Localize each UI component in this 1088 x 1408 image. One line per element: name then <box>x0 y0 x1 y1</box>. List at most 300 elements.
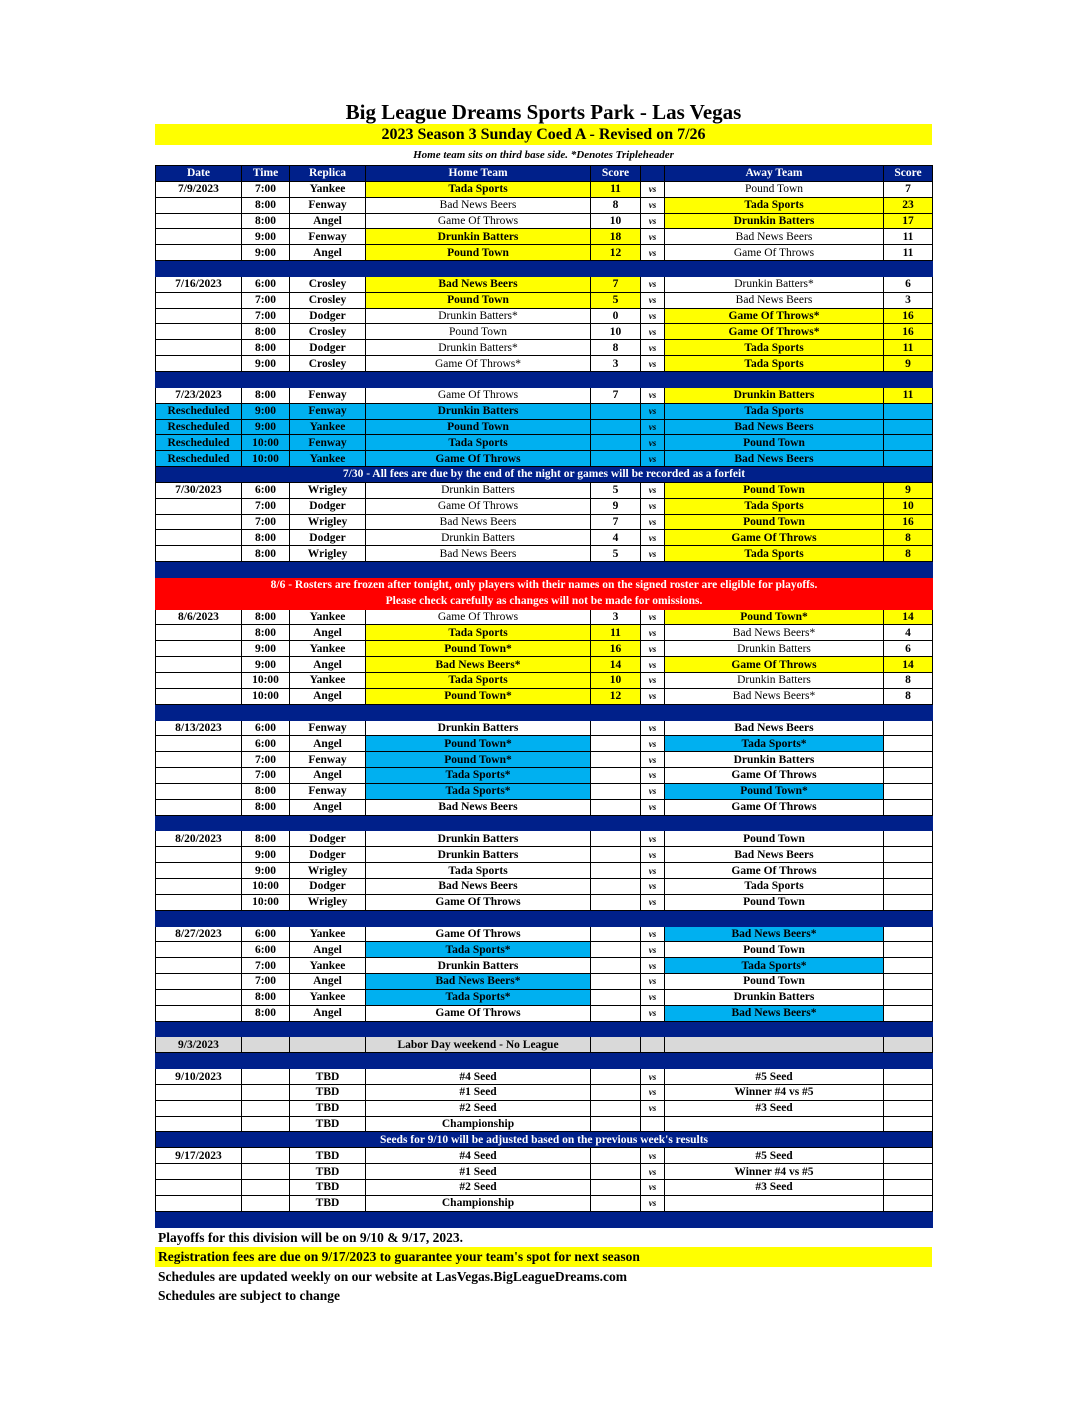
away-score-cell: 7 <box>884 181 933 197</box>
away-score-cell <box>884 799 933 815</box>
home-score-cell: 3 <box>591 609 641 625</box>
footer-notes <box>155 1228 932 1306</box>
replica-cell: Angel <box>290 245 366 261</box>
notice-row <box>156 467 933 483</box>
time-cell: 8:00 <box>242 546 290 562</box>
home-score-cell <box>591 768 641 784</box>
time-cell: 8:00 <box>242 609 290 625</box>
date-cell <box>156 989 242 1005</box>
divider-cell <box>366 910 591 926</box>
divider-cell <box>884 910 933 926</box>
replica-cell: TBD <box>290 1100 366 1116</box>
divider-row <box>156 261 933 277</box>
home-score-cell <box>591 863 641 879</box>
divider-cell <box>290 261 366 277</box>
replica-cell: Crosley <box>290 292 366 308</box>
replica-cell <box>290 1037 366 1053</box>
date-cell <box>156 878 242 894</box>
home-score-cell: 0 <box>591 308 641 324</box>
time-cell: 9:00 <box>242 657 290 673</box>
header-cell: Score <box>591 166 641 182</box>
away-score-cell: 11 <box>884 245 933 261</box>
time-cell: 7:00 <box>242 752 290 768</box>
game-row <box>156 340 933 356</box>
page-title: Big League Dreams Sports Park - Las Vegas <box>345 100 742 124</box>
game-row <box>156 989 933 1005</box>
divider-cell <box>242 704 290 720</box>
replica-cell: Fenway <box>290 783 366 799</box>
vs-cell: vs <box>641 783 665 799</box>
home-score-cell: 18 <box>591 229 641 245</box>
home-team-cell: Tada Sports* <box>366 942 591 958</box>
home-team-cell: Drunkin Batters* <box>366 340 591 356</box>
date-cell: Rescheduled <box>156 451 242 467</box>
date-cell <box>156 847 242 863</box>
divider-cell <box>665 910 884 926</box>
time-cell: 8:00 <box>242 324 290 340</box>
home-score-cell: 14 <box>591 657 641 673</box>
alert-text: 8/6 - Rosters are frozen after tonight, only players with their names on the signed roster are eligible for playoffs. <box>156 577 933 593</box>
game-row <box>156 1100 933 1116</box>
away-score-cell <box>884 942 933 958</box>
game-row <box>156 1148 933 1164</box>
vs-cell: vs <box>641 926 665 942</box>
home-score-cell: 11 <box>591 181 641 197</box>
home-team-cell: Tada Sports <box>366 863 591 879</box>
date-cell: Rescheduled <box>156 435 242 451</box>
home-score-cell <box>591 894 641 910</box>
date-cell <box>156 752 242 768</box>
vs-cell: vs <box>641 245 665 261</box>
divider-cell <box>884 371 933 387</box>
away-team-cell: Drunkin Batters <box>665 213 884 229</box>
date-cell <box>156 942 242 958</box>
divider-cell <box>290 1211 366 1227</box>
date-cell <box>156 863 242 879</box>
away-team-cell: Bad News Beers <box>665 720 884 736</box>
divider-cell <box>665 261 884 277</box>
vs-cell: vs <box>641 276 665 292</box>
divider-cell <box>641 562 665 578</box>
date-cell: 8/20/2023 <box>156 831 242 847</box>
rescheduled-row <box>156 451 933 467</box>
date-cell <box>156 1164 242 1180</box>
replica-cell: Dodger <box>290 831 366 847</box>
vs-cell: vs <box>641 340 665 356</box>
away-score-cell <box>884 831 933 847</box>
vs-cell <box>641 1116 665 1132</box>
vs-cell: vs <box>641 435 665 451</box>
away-score-cell: 3 <box>884 292 933 308</box>
time-cell: 6:00 <box>242 736 290 752</box>
away-team-cell: Tada Sports <box>665 403 884 419</box>
divider-cell <box>591 1053 641 1069</box>
time-cell <box>242 1084 290 1100</box>
date-cell <box>156 530 242 546</box>
replica-cell: Angel <box>290 688 366 704</box>
home-score-cell: 4 <box>591 530 641 546</box>
date-cell: 7/30/2023 <box>156 482 242 498</box>
divider-cell <box>290 562 366 578</box>
home-score-cell <box>591 878 641 894</box>
time-cell: 10:00 <box>242 673 290 689</box>
vs-cell: vs <box>641 720 665 736</box>
home-team-cell: Tada Sports* <box>366 783 591 799</box>
time-cell: 8:00 <box>242 831 290 847</box>
vs-cell: vs <box>641 229 665 245</box>
divider-cell <box>591 910 641 926</box>
away-team-cell: Tada Sports <box>665 197 884 213</box>
vs-cell: vs <box>641 403 665 419</box>
header-cell: Home Team <box>366 166 591 182</box>
date-cell <box>156 514 242 530</box>
game-row <box>156 546 933 562</box>
date-cell <box>156 974 242 990</box>
home-score-cell <box>591 720 641 736</box>
vs-cell: vs <box>641 356 665 372</box>
away-team-cell: Pound Town <box>665 942 884 958</box>
away-team-cell: Winner #4 vs #5 <box>665 1164 884 1180</box>
divider-cell <box>641 1021 665 1037</box>
time-cell <box>242 1037 290 1053</box>
vs-cell: vs <box>641 1180 665 1196</box>
date-cell: 8/13/2023 <box>156 720 242 736</box>
game-row <box>156 831 933 847</box>
away-team-cell: Drunkin Batters* <box>665 276 884 292</box>
replica-cell: Dodger <box>290 340 366 356</box>
divider-cell <box>641 815 665 831</box>
home-score-cell: 3 <box>591 356 641 372</box>
header-cell: Away Team <box>665 166 884 182</box>
away-team-cell: Drunkin Batters <box>665 989 884 1005</box>
home-score-cell: 10 <box>591 213 641 229</box>
divider-cell <box>665 1211 884 1227</box>
divider-cell <box>366 1021 591 1037</box>
away-score-cell: 9 <box>884 356 933 372</box>
header-cell <box>641 166 665 182</box>
time-cell: 7:00 <box>242 181 290 197</box>
away-team-cell: Tada Sports <box>665 340 884 356</box>
away-team-cell: Bad News Beers <box>665 229 884 245</box>
game-row <box>156 768 933 784</box>
game-row <box>156 863 933 879</box>
date-cell <box>156 688 242 704</box>
replica-cell: Angel <box>290 736 366 752</box>
game-row <box>156 292 933 308</box>
divider-cell <box>884 562 933 578</box>
time-cell <box>242 1164 290 1180</box>
divider-cell <box>641 261 665 277</box>
vs-cell: vs <box>641 974 665 990</box>
time-cell: 8:00 <box>242 213 290 229</box>
away-team-cell <box>665 1195 884 1211</box>
game-row <box>156 1180 933 1196</box>
vs-cell: vs <box>641 213 665 229</box>
alert-text: Please check carefully as changes will not be made for omissions. <box>156 593 933 609</box>
game-row <box>156 894 933 910</box>
time-cell <box>242 1116 290 1132</box>
away-team-cell: #3 Seed <box>665 1180 884 1196</box>
vs-cell: vs <box>641 1195 665 1211</box>
time-cell: 7:00 <box>242 498 290 514</box>
away-team-cell: Pound Town* <box>665 783 884 799</box>
game-row <box>156 974 933 990</box>
date-cell <box>156 1100 242 1116</box>
game-row <box>156 609 933 625</box>
away-team-cell: Bad News Beers <box>665 292 884 308</box>
time-cell: 7:00 <box>242 514 290 530</box>
date-cell <box>156 498 242 514</box>
game-row <box>156 356 933 372</box>
divider-cell <box>366 1053 591 1069</box>
divider-cell <box>366 704 591 720</box>
away-team-cell: Bad News Beers* <box>665 926 884 942</box>
replica-cell: Fenway <box>290 720 366 736</box>
vs-cell: vs <box>641 657 665 673</box>
header-row <box>156 166 933 182</box>
divider-cell <box>591 371 641 387</box>
replica-cell: Yankee <box>290 181 366 197</box>
away-score-cell: 11 <box>884 229 933 245</box>
date-cell: 8/27/2023 <box>156 926 242 942</box>
divider-cell <box>591 562 641 578</box>
time-cell: 10:00 <box>242 451 290 467</box>
home-score-cell <box>591 1100 641 1116</box>
divider-cell <box>156 1053 242 1069</box>
time-cell: 9:00 <box>242 403 290 419</box>
away-score-cell: 9 <box>884 482 933 498</box>
time-cell <box>242 1148 290 1164</box>
vs-cell: vs <box>641 894 665 910</box>
home-score-cell: 5 <box>591 292 641 308</box>
home-score-cell <box>591 419 641 435</box>
date-cell <box>156 641 242 657</box>
away-score-cell <box>884 403 933 419</box>
vs-cell: vs <box>641 498 665 514</box>
game-row <box>156 181 933 197</box>
alert-row <box>156 577 933 593</box>
score-cell <box>884 1037 933 1053</box>
divider-cell <box>242 1211 290 1227</box>
divider-cell <box>290 704 366 720</box>
away-score-cell <box>884 958 933 974</box>
home-team-cell: Game Of Throws <box>366 451 591 467</box>
away-team-cell: Tada Sports <box>665 546 884 562</box>
date-cell <box>156 736 242 752</box>
home-score-cell <box>591 989 641 1005</box>
date-cell <box>156 625 242 641</box>
home-team-cell: Tada Sports <box>366 673 591 689</box>
vs-cell: vs <box>641 863 665 879</box>
game-row <box>156 308 933 324</box>
time-cell: 7:00 <box>242 292 290 308</box>
date-cell <box>156 799 242 815</box>
time-cell: 10:00 <box>242 435 290 451</box>
home-score-cell: 12 <box>591 245 641 261</box>
date-cell <box>156 1180 242 1196</box>
divider-cell <box>156 1211 242 1227</box>
date-cell <box>156 213 242 229</box>
away-score-cell: 6 <box>884 276 933 292</box>
vs-cell: vs <box>641 451 665 467</box>
home-team-cell: Pound Town* <box>366 641 591 657</box>
time-cell: 7:00 <box>242 308 290 324</box>
away-team-cell <box>665 1116 884 1132</box>
date-cell: 9/17/2023 <box>156 1148 242 1164</box>
away-team-cell: Drunkin Batters <box>665 752 884 768</box>
home-team-cell: #2 Seed <box>366 1180 591 1196</box>
replica-cell: Fenway <box>290 229 366 245</box>
home-team-cell: Game Of Throws* <box>366 356 591 372</box>
replica-cell: TBD <box>290 1195 366 1211</box>
game-row <box>156 213 933 229</box>
away-team-cell: #5 Seed <box>665 1148 884 1164</box>
time-cell: 6:00 <box>242 942 290 958</box>
game-row <box>156 276 933 292</box>
divider-row <box>156 562 933 578</box>
away-team-cell: Pound Town <box>665 181 884 197</box>
time-cell: 10:00 <box>242 688 290 704</box>
game-row <box>156 387 933 403</box>
away-score-cell <box>884 894 933 910</box>
time-cell: 6:00 <box>242 276 290 292</box>
page-subtitle: 2023 Season 3 Sunday Coed A - Revised on 7/26 <box>155 124 932 145</box>
schedule-table <box>155 165 933 1228</box>
replica-cell: Wrigley <box>290 482 366 498</box>
home-team-cell: Pound Town <box>366 292 591 308</box>
away-score-cell <box>884 863 933 879</box>
away-score-cell: 11 <box>884 387 933 403</box>
replica-cell: Yankee <box>290 609 366 625</box>
away-team-cell: Tada Sports* <box>665 958 884 974</box>
time-cell: 8:00 <box>242 783 290 799</box>
home-score-cell <box>591 847 641 863</box>
home-team-cell: Game Of Throws <box>366 498 591 514</box>
divider-row <box>156 910 933 926</box>
game-row <box>156 482 933 498</box>
away-score-cell <box>884 926 933 942</box>
home-team-cell: Bad News Beers* <box>366 657 591 673</box>
replica-cell: Yankee <box>290 419 366 435</box>
home-score-cell: 7 <box>591 514 641 530</box>
vs-cell: vs <box>641 482 665 498</box>
away-score-cell <box>884 1005 933 1021</box>
vs-cell <box>641 1037 665 1053</box>
away-score-cell <box>884 419 933 435</box>
time-cell: 10:00 <box>242 878 290 894</box>
replica-cell: Crosley <box>290 324 366 340</box>
away-team-cell: Drunkin Batters <box>665 387 884 403</box>
vs-cell: vs <box>641 847 665 863</box>
away-score-cell: 16 <box>884 324 933 340</box>
away-team-cell: Winner #4 vs #5 <box>665 1084 884 1100</box>
vs-cell: vs <box>641 514 665 530</box>
divider-cell <box>366 261 591 277</box>
home-team-cell: #4 Seed <box>366 1148 591 1164</box>
replica-cell: Yankee <box>290 641 366 657</box>
no-league-row <box>156 1037 933 1053</box>
away-team-cell: Bad News Beers <box>665 847 884 863</box>
header-cell: Score <box>884 166 933 182</box>
footer-line: Schedules are updated weekly on our website at LasVegas.BigLeagueDreams.com <box>158 1268 628 1284</box>
divider-cell <box>242 815 290 831</box>
vs-cell: vs <box>641 752 665 768</box>
game-row <box>156 720 933 736</box>
time-cell: 9:00 <box>242 641 290 657</box>
time-cell <box>242 1069 290 1085</box>
date-cell <box>156 308 242 324</box>
replica-cell: Dodger <box>290 847 366 863</box>
replica-cell: Angel <box>290 1005 366 1021</box>
time-cell: 9:00 <box>242 229 290 245</box>
home-score-cell: 8 <box>591 197 641 213</box>
divider-cell <box>366 562 591 578</box>
home-score-cell: 16 <box>591 641 641 657</box>
divider-cell <box>665 704 884 720</box>
away-score-cell <box>884 1180 933 1196</box>
divider-cell <box>884 261 933 277</box>
away-team-cell: Game Of Throws <box>665 530 884 546</box>
home-score-cell <box>591 752 641 768</box>
header-cell: Replica <box>290 166 366 182</box>
away-team-cell: Pound Town* <box>665 609 884 625</box>
divider-cell <box>156 371 242 387</box>
divider-cell <box>884 815 933 831</box>
away-team-cell: Game Of Throws <box>665 799 884 815</box>
divider-cell <box>591 1211 641 1227</box>
vs-cell: vs <box>641 989 665 1005</box>
vs-cell: vs <box>641 1069 665 1085</box>
away-team-cell: Tada Sports* <box>665 736 884 752</box>
game-row <box>156 736 933 752</box>
home-score-cell: 11 <box>591 625 641 641</box>
divider-cell <box>366 815 591 831</box>
footer-line: Registration fees are due on 9/17/2023 to guarantee your team's spot for next season <box>155 1247 932 1267</box>
home-team-cell: Tada Sports <box>366 435 591 451</box>
date-cell: 9/3/2023 <box>156 1037 242 1053</box>
away-score-cell <box>884 1164 933 1180</box>
away-team-cell: Bad News Beers* <box>665 625 884 641</box>
time-cell: 7:00 <box>242 974 290 990</box>
time-cell: 6:00 <box>242 926 290 942</box>
home-team-cell: Drunkin Batters <box>366 229 591 245</box>
divider-cell <box>641 1211 665 1227</box>
divider-cell <box>156 562 242 578</box>
date-cell <box>156 783 242 799</box>
home-score-cell <box>591 831 641 847</box>
away-score-cell <box>884 720 933 736</box>
away-score-cell: 10 <box>884 498 933 514</box>
away-team-cell: Pound Town <box>665 831 884 847</box>
home-score-cell <box>591 1084 641 1100</box>
replica-cell: Dodger <box>290 308 366 324</box>
away-score-cell: 14 <box>884 657 933 673</box>
home-team-cell: Bad News Beers <box>366 514 591 530</box>
replica-cell: Crosley <box>290 276 366 292</box>
home-score-cell <box>591 783 641 799</box>
away-team-cell: Drunkin Batters <box>665 641 884 657</box>
vs-cell: vs <box>641 641 665 657</box>
date-cell: Rescheduled <box>156 419 242 435</box>
date-cell <box>156 340 242 356</box>
away-score-cell: 16 <box>884 514 933 530</box>
date-cell <box>156 1195 242 1211</box>
game-row <box>156 1084 933 1100</box>
home-team-cell: #4 Seed <box>366 1069 591 1085</box>
home-score-cell: 7 <box>591 276 641 292</box>
home-team-cell: Tada Sports* <box>366 989 591 1005</box>
replica-cell: TBD <box>290 1180 366 1196</box>
